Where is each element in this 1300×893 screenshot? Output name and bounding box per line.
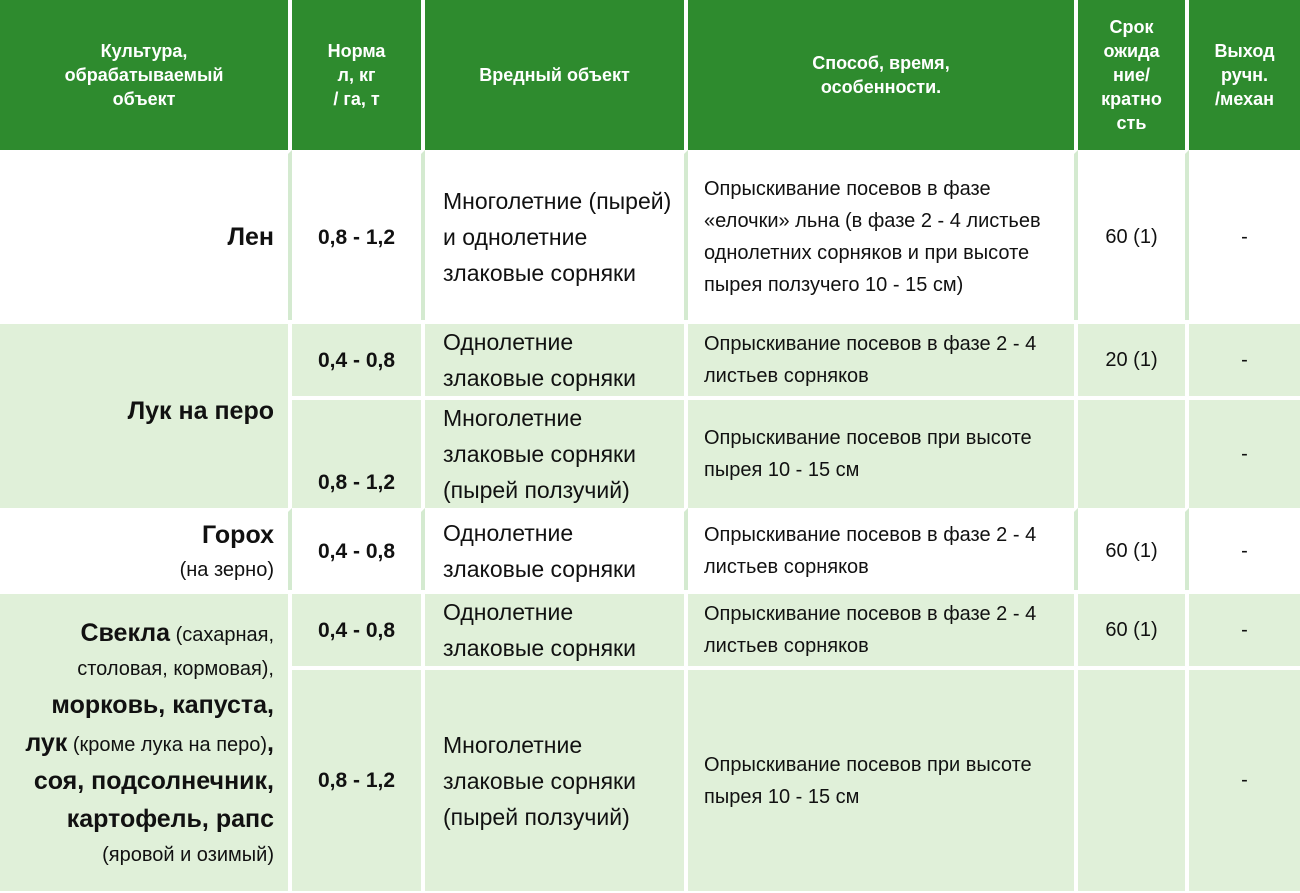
output-cell: -	[1189, 508, 1300, 590]
wait-cell: 20 (1)	[1078, 320, 1189, 396]
output-cell: -	[1189, 590, 1300, 666]
method-cell: Опрыскивание посевов в фазе 2 - 4 листьев сорняков	[688, 590, 1078, 666]
header-method: Способ, время, особенности.	[688, 0, 1078, 150]
pest-cell: Однолетние злаковые сорняки	[425, 320, 688, 396]
method-cell: Опрыскивание посевов при высоте пырея 10 - 15 см	[688, 396, 1078, 508]
method-cell: Опрыскивание посевов при высоте пырея 10 - 15 см	[688, 666, 1078, 891]
method-cell: Опрыскивание посевов в фазе «елочки» льна (в фазе 2 - 4 листьев однолетних сорняков и при высоте пырея ползучего 10 - 15 см)	[688, 150, 1078, 320]
pest-cell: Однолетние злаковые сорняки	[425, 508, 688, 590]
wait-cell: 60 (1)	[1078, 508, 1189, 590]
wait-cell: 60 (1)	[1078, 590, 1189, 666]
pest-cell: Многолетние злаковые сорняки (пырей ползучий)	[425, 396, 688, 508]
norm-cell: 0,4 - 0,8	[292, 508, 425, 590]
norm-cell: 0,8 - 1,2	[292, 666, 425, 891]
table-row	[0, 320, 1300, 396]
pest-cell: Многолетние злаковые сорняки (пырей ползучий)	[425, 666, 688, 891]
output-cell: -	[1189, 320, 1300, 396]
wait-cell: 60 (1)	[1078, 150, 1189, 320]
pest-cell: Многолетние (пырей) и однолетние злаковые сорняки	[425, 150, 688, 320]
norm-cell: 0,4 - 0,8	[292, 320, 425, 396]
output-cell: -	[1189, 396, 1300, 508]
wait-cell	[1078, 396, 1189, 508]
header-row	[0, 0, 1300, 150]
table-row	[0, 590, 1300, 666]
method-cell: Опрыскивание посевов в фазе 2 - 4 листьев сорняков	[688, 320, 1078, 396]
crop-cell: Свекла (сахарная, столовая, кормовая), морковь, капуста, лук (кроме лука на перо), соя, подсолнечник, картофель, рапс (яровой и озимый)	[0, 590, 292, 891]
method-cell: Опрыскивание посевов в фазе 2 - 4 листьев сорняков	[688, 508, 1078, 590]
table-row	[0, 150, 1300, 320]
table-row	[0, 508, 1300, 590]
header-output: Выход ручн. /механ	[1189, 0, 1300, 150]
header-wait: Срок ожида ние/ кратно сть	[1078, 0, 1189, 150]
norm-cell: 0,8 - 1,2	[292, 150, 425, 320]
wait-cell	[1078, 666, 1189, 891]
crop-cell: Горох (на зерно)	[0, 508, 292, 590]
crop-cell: Лук на перо	[0, 320, 292, 508]
output-cell: -	[1189, 666, 1300, 891]
header-pest: Вредный объект	[425, 0, 688, 150]
output-cell: -	[1189, 150, 1300, 320]
norm-cell: 0,8 - 1,2	[292, 396, 425, 508]
crop-cell: Лен	[0, 150, 292, 320]
header-norm: Норма л, кг / га, т	[292, 0, 425, 150]
header-crop: Культура, обрабатываемый объект	[0, 0, 292, 150]
norm-cell: 0,4 - 0,8	[292, 590, 425, 666]
pest-cell: Однолетние злаковые сорняки	[425, 590, 688, 666]
